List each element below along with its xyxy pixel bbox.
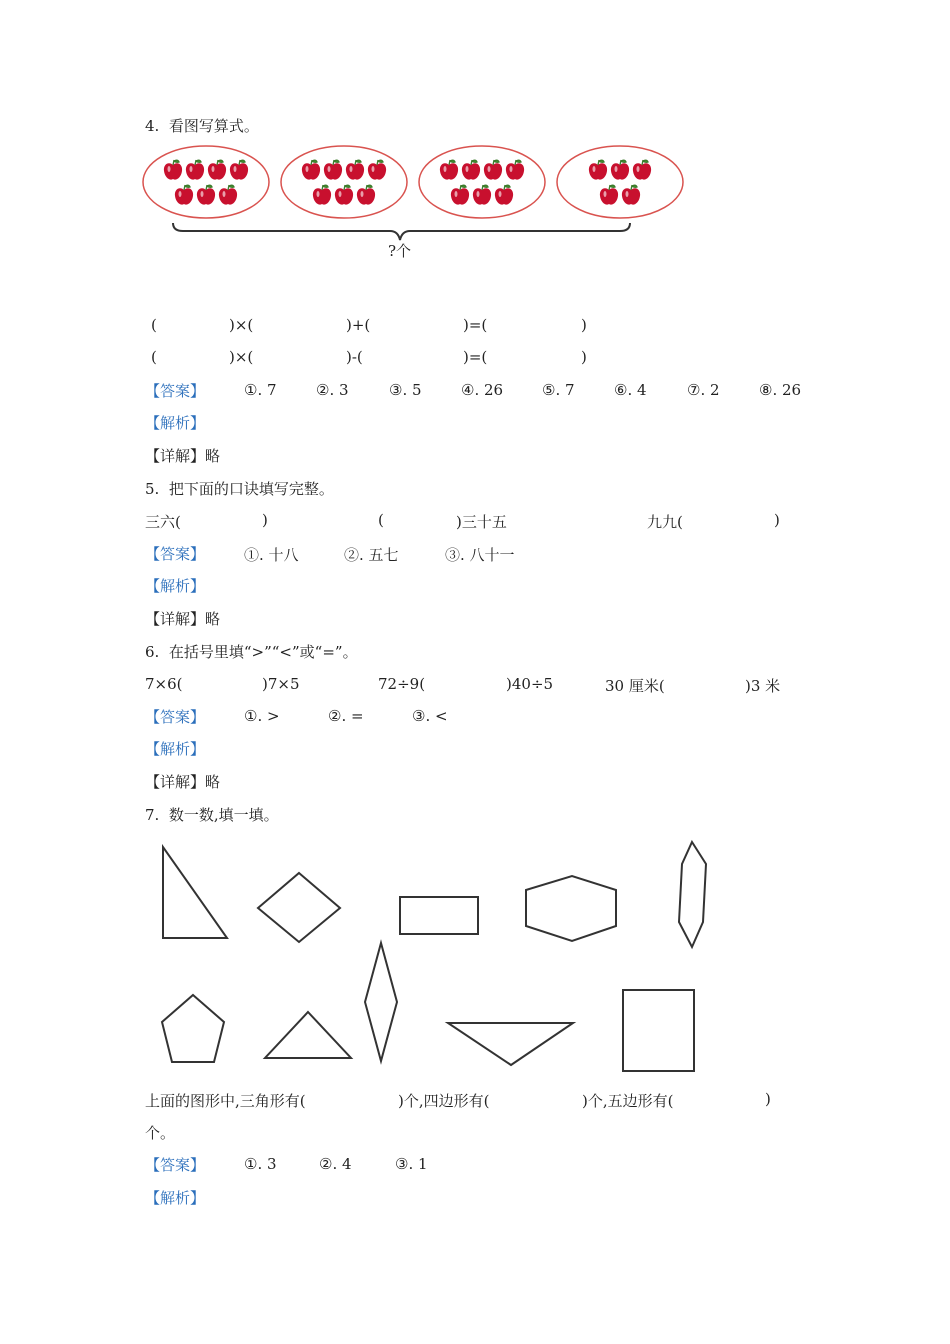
apple-icon bbox=[484, 160, 502, 180]
apple-icon bbox=[506, 160, 524, 180]
answer-item: ①. > bbox=[244, 707, 280, 725]
paren-close: ) bbox=[581, 316, 587, 334]
apple-icon bbox=[462, 160, 480, 180]
apple-icon bbox=[440, 160, 458, 180]
detail-text: 【详解】略 bbox=[145, 610, 221, 628]
brace bbox=[173, 223, 630, 240]
apple-icon bbox=[186, 160, 204, 180]
answer-item: ②. 五七 bbox=[344, 546, 399, 564]
tall-hexagon bbox=[679, 842, 706, 947]
answer-tag: 【答案】 bbox=[145, 545, 206, 563]
sentence-part: 上面的图形中,三角形有( bbox=[145, 1092, 306, 1110]
analysis-tag: 【解析】 bbox=[145, 740, 206, 758]
apple-icon bbox=[357, 185, 375, 205]
apple-icon bbox=[495, 185, 513, 205]
answer-item: ⑧. 26 bbox=[759, 381, 802, 399]
apple-icon bbox=[451, 185, 469, 205]
item-text: )三十五 bbox=[456, 513, 507, 531]
answer-item: ④. 26 bbox=[461, 381, 504, 399]
item-text: )40÷5 bbox=[506, 675, 554, 693]
answer-item: ⑥. 4 bbox=[614, 381, 647, 399]
apple-icon bbox=[611, 160, 629, 180]
apple-icon bbox=[302, 160, 320, 180]
rhombus bbox=[258, 873, 340, 942]
answer-item: ⑤. 7 bbox=[542, 381, 575, 399]
analysis-tag: 【解析】 bbox=[145, 1189, 206, 1207]
group-ellipse bbox=[419, 146, 545, 218]
apple-groups bbox=[143, 146, 683, 218]
sentence-end: 个。 bbox=[145, 1124, 176, 1142]
apple-icon bbox=[219, 185, 237, 205]
item-text: 72÷9( bbox=[378, 675, 426, 693]
answer-tag: 【答案】 bbox=[145, 382, 206, 400]
item-text: ( bbox=[378, 511, 384, 529]
apple-icon bbox=[622, 185, 640, 205]
answer-item: ②. = bbox=[328, 707, 364, 725]
apple-icon bbox=[346, 160, 364, 180]
operator-minus: )-( bbox=[346, 348, 363, 366]
apple-icon bbox=[197, 185, 215, 205]
apple-icon bbox=[164, 160, 182, 180]
apple-icon bbox=[368, 160, 386, 180]
q5-title: 5. 把下面的口诀填写完整。 bbox=[145, 480, 334, 498]
apple-icon bbox=[600, 185, 618, 205]
sentence-part: )个,五边形有( bbox=[582, 1092, 674, 1110]
answer-item: ③. 5 bbox=[389, 381, 422, 399]
operator-plus: )+( bbox=[346, 316, 371, 334]
item-text: 九九( bbox=[647, 513, 683, 531]
item-text: 7×6( bbox=[145, 675, 183, 693]
answer-item: ⑦. 2 bbox=[687, 381, 720, 399]
paren-open: ( bbox=[151, 316, 157, 334]
apple-group bbox=[143, 146, 269, 218]
apple-group bbox=[281, 146, 407, 218]
answer-tag: 【答案】 bbox=[145, 1156, 206, 1174]
answer-item: ①. 3 bbox=[244, 1155, 277, 1173]
operator-times: )×( bbox=[229, 316, 254, 334]
q4-title: 4. 看图写算式。 bbox=[145, 117, 259, 135]
apple-icon bbox=[589, 160, 607, 180]
paren-open: ( bbox=[151, 348, 157, 366]
group-ellipse bbox=[281, 146, 407, 218]
item-text: ) bbox=[262, 511, 268, 529]
apple-icon bbox=[175, 185, 193, 205]
item-text: 三六( bbox=[145, 513, 181, 531]
answer-item: ①. 十八 bbox=[244, 546, 299, 564]
brace-label: ?个 bbox=[388, 242, 412, 260]
square bbox=[623, 990, 694, 1071]
answer-item: ③. 八十一 bbox=[445, 546, 515, 564]
analysis-tag: 【解析】 bbox=[145, 577, 206, 595]
apple-icon bbox=[313, 185, 331, 205]
answer-item: ③. 1 bbox=[395, 1155, 428, 1173]
inverted-triangle bbox=[448, 1023, 573, 1065]
operator-equals: )=( bbox=[463, 316, 488, 334]
apple-icon bbox=[473, 185, 491, 205]
item-text: ) bbox=[774, 511, 780, 529]
operator-times: )×( bbox=[229, 348, 254, 366]
detail-text: 【详解】略 bbox=[145, 773, 221, 791]
q7-title: 7. 数一数,填一填。 bbox=[145, 806, 279, 824]
answer-item: ③. < bbox=[412, 707, 448, 725]
group-ellipse bbox=[557, 146, 683, 218]
group-ellipse bbox=[143, 146, 269, 218]
apple-icon bbox=[324, 160, 342, 180]
sentence-part: ) bbox=[765, 1090, 771, 1108]
item-text: 30 厘米( bbox=[605, 677, 665, 695]
pentagon bbox=[162, 995, 224, 1062]
detail-text: 【详解】略 bbox=[145, 447, 221, 465]
q6-title: 6. 在括号里填“>”“<”或“=”。 bbox=[145, 643, 358, 661]
sentence-part: )个,四边形有( bbox=[398, 1092, 490, 1110]
apple-icon bbox=[208, 160, 226, 180]
apple-group bbox=[419, 146, 545, 218]
operator-equals: )=( bbox=[463, 348, 488, 366]
apple-group bbox=[557, 146, 683, 218]
item-text: )3 米 bbox=[745, 677, 781, 695]
answer-tag: 【答案】 bbox=[145, 708, 206, 726]
apple-icon bbox=[230, 160, 248, 180]
answer-item: ①. 7 bbox=[244, 381, 277, 399]
answer-item: ②. 3 bbox=[316, 381, 349, 399]
rectangle bbox=[400, 897, 478, 934]
triangle bbox=[265, 1012, 351, 1058]
apple-icon bbox=[335, 185, 353, 205]
analysis-tag: 【解析】 bbox=[145, 414, 206, 432]
paren-close: ) bbox=[581, 348, 587, 366]
item-text: )7×5 bbox=[262, 675, 300, 693]
right-triangle bbox=[163, 847, 227, 938]
apple-icon bbox=[633, 160, 651, 180]
answer-item: ②. 4 bbox=[319, 1155, 352, 1173]
hexagon bbox=[526, 876, 616, 941]
thin-rhombus bbox=[365, 943, 397, 1061]
